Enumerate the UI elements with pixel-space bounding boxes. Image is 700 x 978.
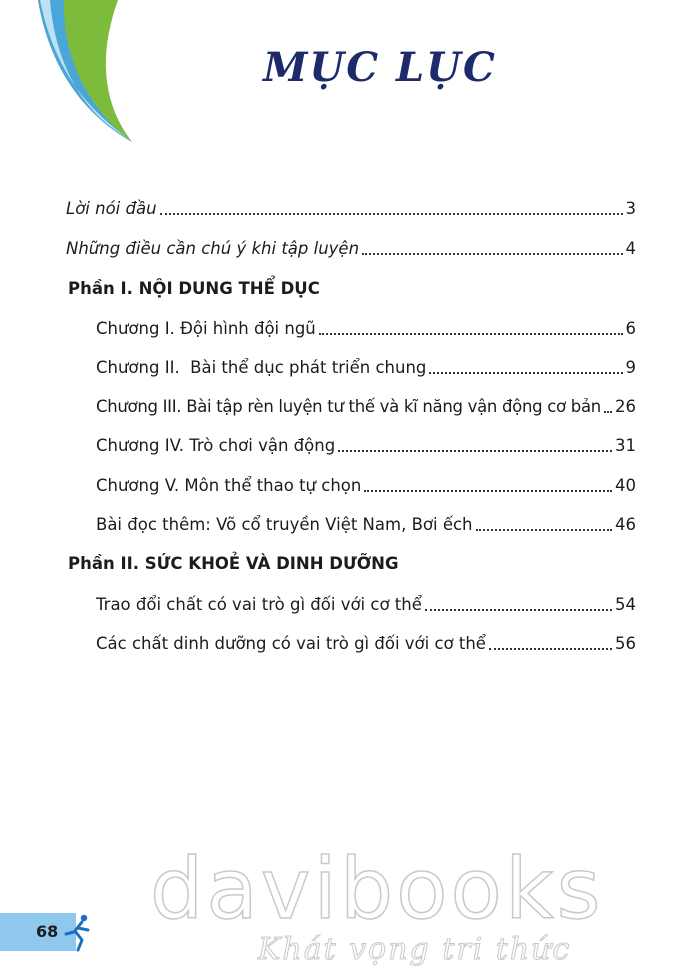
part-1-heading: Phần I. NỘI DUNG THỂ DỤC [68,279,320,298]
toc-entry-page: 9 [625,358,636,377]
dot-leader [604,410,612,413]
toc-entry-label: Lời nói đầu [66,199,157,218]
toc-entry-chapter-2[interactable] [96,357,636,379]
watermark-tagline: Khát vọng tri thức [258,932,572,967]
dot-leader [160,212,623,215]
dot-leader [429,371,622,374]
toc-entry-metabolism[interactable] [96,594,636,616]
dot-leader [362,252,622,255]
toc-entry-chapter-3[interactable] [96,396,636,418]
toc-entry-page: 56 [615,634,636,653]
toc-entry-label: Các chất dinh dưỡng có vai trò gì đối với cơ thể [96,634,486,653]
toc-entry-label: Trao đổi chất có vai trò gì đối với cơ thể [96,595,422,614]
page-number: 68 [36,922,59,941]
toc-entry-page: 54 [615,595,636,614]
toc-entry-label: Chương II. Bài thể dục phát triển chung [96,358,427,377]
runner-icon [60,912,96,952]
watermark-logo: davibooks [150,840,604,938]
toc-entry-page: 31 [615,436,636,455]
toc-entry-page: 46 [615,515,636,534]
dot-leader [489,647,612,650]
toc-entry-label: Những điều cần chú ý khi tập luyện [66,239,360,258]
part-2-heading: Phần II. SỨC KHOẺ VÀ DINH DƯỠNG [68,554,399,573]
toc-entry-extra-reading[interactable] [96,514,636,536]
dot-leader [319,332,623,335]
toc-entry-page: 3 [625,199,636,218]
toc-entry-nutrients[interactable] [96,633,636,655]
toc-entry-chapter-4[interactable] [96,435,636,457]
toc-entry-label: Chương III. Bài tập rèn luyện tư thế và kĩ năng vận động cơ bản [96,397,601,416]
dot-leader [476,528,612,531]
toc-entry-label: Chương I. Đội hình đội ngũ [96,319,316,338]
toc-entry-page: 40 [615,476,636,495]
toc-entry-page: 26 [615,397,636,416]
toc-entry-label: Chương V. Môn thể thao tự chọn [96,476,362,495]
toc-entry-page: 6 [625,319,636,338]
toc-entry-training-notes[interactable] [66,238,636,260]
dot-leader [425,608,612,611]
toc-entry-label: Chương IV. Trò chơi vận động [96,436,336,455]
toc-entry-preface[interactable] [66,198,636,220]
dot-leader [364,489,612,492]
toc-entry-page: 4 [625,239,636,258]
toc-entry-chapter-5[interactable] [96,475,636,497]
toc-entry-chapter-1[interactable] [96,318,636,340]
page-title: MỤC LỤC [263,44,497,91]
dot-leader [338,449,612,452]
toc-entry-label: Bài đọc thêm: Võ cổ truyền Việt Nam, Bơi ếch [96,515,473,534]
